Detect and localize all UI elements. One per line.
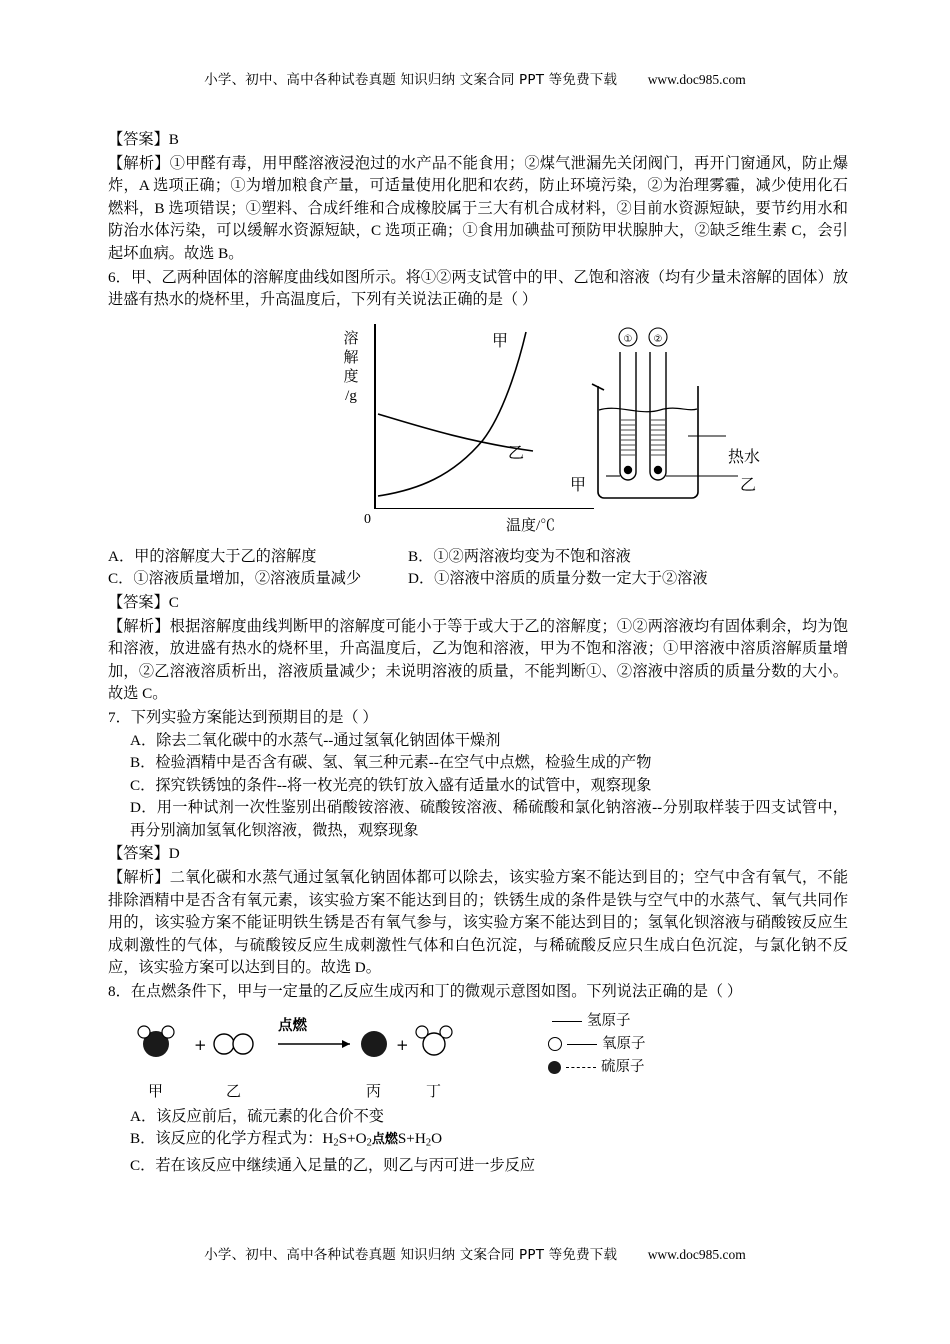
curve-jia: [378, 332, 526, 496]
question-6-options-row-2: [108, 568, 848, 591]
label-yi: 乙: [226, 1083, 242, 1100]
question-8-option-c: C．若在该反应中继续通入足量的乙，则乙与丙可进一步反应: [130, 1157, 536, 1175]
question-7-text: 下列实验方案能达到预期目的是（ ）: [130, 708, 378, 726]
label-ding: 丁: [426, 1083, 442, 1100]
legend-item-sulfur: [548, 1056, 646, 1079]
question-6-options-row-1: [108, 546, 848, 569]
plus-sign-1: +: [194, 1035, 207, 1054]
question-8-option-b: [108, 1128, 848, 1155]
filled-circle-icon: [548, 1061, 561, 1074]
y-axis-label-char-3: 度: [343, 368, 359, 385]
beaker-apparatus: [570, 324, 768, 524]
analysis-5-paragraph: [108, 152, 848, 266]
mol-yi-o1: [214, 1034, 234, 1054]
q8-optb-condition: 点燃: [371, 1132, 398, 1148]
curve-label-jia: 甲: [492, 332, 509, 350]
footer-text: 小学、初中、高中各种试卷真题 知识归纳 文案合同 PPT 等免费下载: [204, 1247, 618, 1263]
question-7-option-a: A．除去二氧化碳中的水蒸气--通过氢氧化钠固体干燥剂: [130, 731, 501, 749]
answer-5-label: 【答案】: [108, 130, 169, 148]
x-axis-label: 温度/℃: [506, 517, 556, 534]
analysis-6-label: 【解析】: [108, 616, 170, 635]
page-footer: [0, 1243, 950, 1263]
q8-optb-post: S+H: [397, 1130, 426, 1148]
undissolved-solid-1: [624, 466, 632, 474]
test-tube-1: [620, 352, 636, 480]
answer-6-value: C: [168, 593, 179, 611]
mol-ding-h2: [440, 1026, 452, 1038]
mol-ding-h1: [416, 1026, 428, 1038]
plus-sign-2: +: [396, 1035, 409, 1054]
answer-7-label: 【答案】: [108, 844, 169, 863]
mol-yi-o2: [233, 1034, 253, 1054]
curve-label-yi: 乙: [508, 444, 525, 462]
question-8: [108, 981, 848, 1004]
label-beaker-yi: 乙: [740, 476, 757, 494]
question-8-text: 在点燃条件下，甲与一定量的乙反应生成丙和丁的微观示意图如图。下列说法正确的是（ ）: [130, 983, 743, 1001]
document-body: [108, 128, 848, 1178]
label-bing: 丙: [366, 1083, 382, 1100]
question-7-option-c: C．探究铁锈蚀的条件--将一枚光亮的铁钉放入盛有适量水的试管中，观察现象: [130, 776, 652, 794]
q8-optb-sub2: 2: [366, 1137, 372, 1149]
tube-1-badge-label: ①: [623, 333, 633, 345]
test-tube-2: [650, 352, 666, 480]
answer-7-line: [108, 842, 848, 866]
y-axis-label-char-4: /g: [345, 387, 357, 404]
mol-jia-h2: [162, 1026, 174, 1038]
legend-item-oxygen: [548, 1033, 646, 1056]
undissolved-solid-2: [654, 466, 662, 474]
mol-jia-h1: [138, 1026, 150, 1038]
open-circle-icon: [548, 1037, 562, 1051]
analysis-7-label: 【解析】: [108, 868, 170, 887]
answer-6-line: [108, 591, 848, 615]
legend-label-sulfur: 硫原子: [601, 1058, 645, 1075]
question-7-number: 7．: [108, 708, 131, 726]
tube-solution-hatching: [621, 420, 665, 455]
answer-5-value: B: [168, 131, 179, 148]
question-6-option-b: B．①②两溶液均变为不饱和溶液: [408, 547, 631, 565]
question-6-option-d: D．①溶液中溶质的质量分数一定大于②溶液: [408, 570, 708, 588]
question-6-text: 甲、乙两种固体的溶解度曲线如图所示。将①②两支试管中的甲、乙饱和溶液（均有少量未溶解的固体）放进盛有热水的烧杯里，升高温度后，下列有关说法正确的是（ ）: [108, 268, 849, 309]
q8-optb-sub3: 2: [425, 1137, 432, 1149]
header-url: www.doc985.com: [647, 72, 746, 87]
reaction-arrow-head: [342, 1040, 350, 1048]
y-axis-label-char-2: 解: [343, 349, 359, 366]
mol-bing-sulfur: [361, 1031, 387, 1057]
label-jia: 甲: [148, 1083, 164, 1100]
dashed-line-icon: [566, 1067, 596, 1068]
answer-7-value: D: [168, 845, 180, 863]
label-hot-water: 热水: [728, 448, 761, 466]
beaker-outline: [598, 386, 698, 498]
tube-2-badge-label: ②: [653, 333, 663, 345]
molecule-diagram: [118, 1012, 538, 1082]
question-6-option-a: A．甲的溶解度大于乙的溶解度: [108, 547, 317, 565]
footer-url: www.doc985.com: [647, 1247, 746, 1262]
molecule-legend: [548, 1010, 646, 1079]
analysis-7-paragraph: [108, 866, 848, 980]
figure-solubility-and-beaker: [108, 318, 848, 546]
analysis-6-text: 根据溶解度曲线判断甲的溶解度可能小于等于或大于乙的溶解度；①②两溶液均有固体剩余，均为饱和溶液，放进盛有热水的烧杯里，升高温度后，乙为饱和溶液，甲为不饱和溶液；①甲溶液中溶质溶解质量增加，②乙溶液溶质析出，溶液质量减少；未说明溶液的质量，不能判断①、②溶液中溶质的质量分数的大小。故选 C。: [108, 617, 849, 703]
analysis-5-text: ①甲醛有毒，用甲醛溶液浸泡过的水产品不能食用；②煤气泄漏先关闭阀门，再开门窗通风，防止爆炸，A 选项正确；①为增加粮食产量，可适量使用化肥和农药，防止环境污染，②为治理雾霾，减少使用化石燃料，B 选项错误；①塑料、合成纤维和合成橡胶属于三大有机合成材料，②目前水资源短缺，要节约用水和防治水体污染，可以缓解水资源短缺，C 选项正确；①食用加碘盐可预防甲状腺肿大，②缺乏维生素 C，会引起坏血病。故选 B。: [108, 154, 849, 262]
question-7: [108, 707, 848, 730]
question-7-option-d: D．用一种试剂一次性鉴别出硝酸铵溶液、硫酸铵溶液、稀硫酸和氯化钠溶液--分别取样装于四支试管中，再分别滴加氢氧化钡溶液，微热，观察现象: [130, 799, 848, 839]
figure-molecular-reaction: [108, 1008, 848, 1104]
question-7-option-b: B．检验酒精中是否含有碳、氢、氧三种元素--在空气中点燃，检验生成的产物: [130, 754, 652, 772]
analysis-5-label: 【解析】: [108, 153, 170, 172]
axis-origin-label: 0: [364, 511, 371, 527]
legend-label-oxygen: 氧原子: [602, 1035, 646, 1052]
question-6: [108, 267, 848, 312]
water-surface: [599, 408, 697, 412]
header-text: 小学、初中、高中各种试卷真题 知识归纳 文案合同 PPT 等免费下载: [204, 72, 618, 88]
answer-6-label: 【答案】: [108, 592, 169, 611]
label-beaker-jia: 甲: [570, 476, 587, 494]
solid-line-icon: [552, 1021, 582, 1022]
y-axis-label-char-1: 溶: [343, 330, 359, 347]
legend-item-hydrogen: [548, 1010, 646, 1033]
solid-line-icon-2: [567, 1044, 597, 1045]
question-8-option-a: A．该反应前后，硫元素的化合价不变: [130, 1107, 384, 1125]
reaction-condition-label: 点燃: [278, 1017, 307, 1034]
legend-label-hydrogen: 氢原子: [587, 1012, 631, 1029]
analysis-7-text: 二氧化碳和水蒸气通过氢氧化钠固体都可以除去，该实验方案不能达到目的；空气中含有氧气，不能排除酒精中是否含有氧元素，该实验方案不能达到目的；铁锈生成的条件是铁与空气中的水蒸气、氧气共同作用的，该实验方案不能证明铁生锈是否有氧气参与，该实验方案不能达到目的；氢氧化钡溶液与硝酸铵反应生成刺激性的气体，与硫酸铵反应生成刺激性气体和白色沉淀，与稀硫酸反应只生成白色沉淀，与氯化钠不反应，该实验方案可以达到目的。故选 D。: [108, 869, 849, 977]
answer-5-line: [108, 128, 848, 152]
question-8-number: 8．: [108, 983, 131, 1001]
q8-optb-end: O: [431, 1130, 443, 1148]
q8-optb-pre: B．该反应的化学方程式为：H: [130, 1130, 334, 1148]
q8-optb-mid: S+O: [338, 1130, 367, 1148]
q8-optb-sub1: 2: [333, 1137, 339, 1149]
page-header: [0, 68, 950, 88]
analysis-6-paragraph: [108, 615, 848, 706]
question-6-option-c: C．①溶液质量增加，②溶液质量减少: [108, 570, 362, 588]
question-6-number: 6．: [108, 268, 131, 286]
